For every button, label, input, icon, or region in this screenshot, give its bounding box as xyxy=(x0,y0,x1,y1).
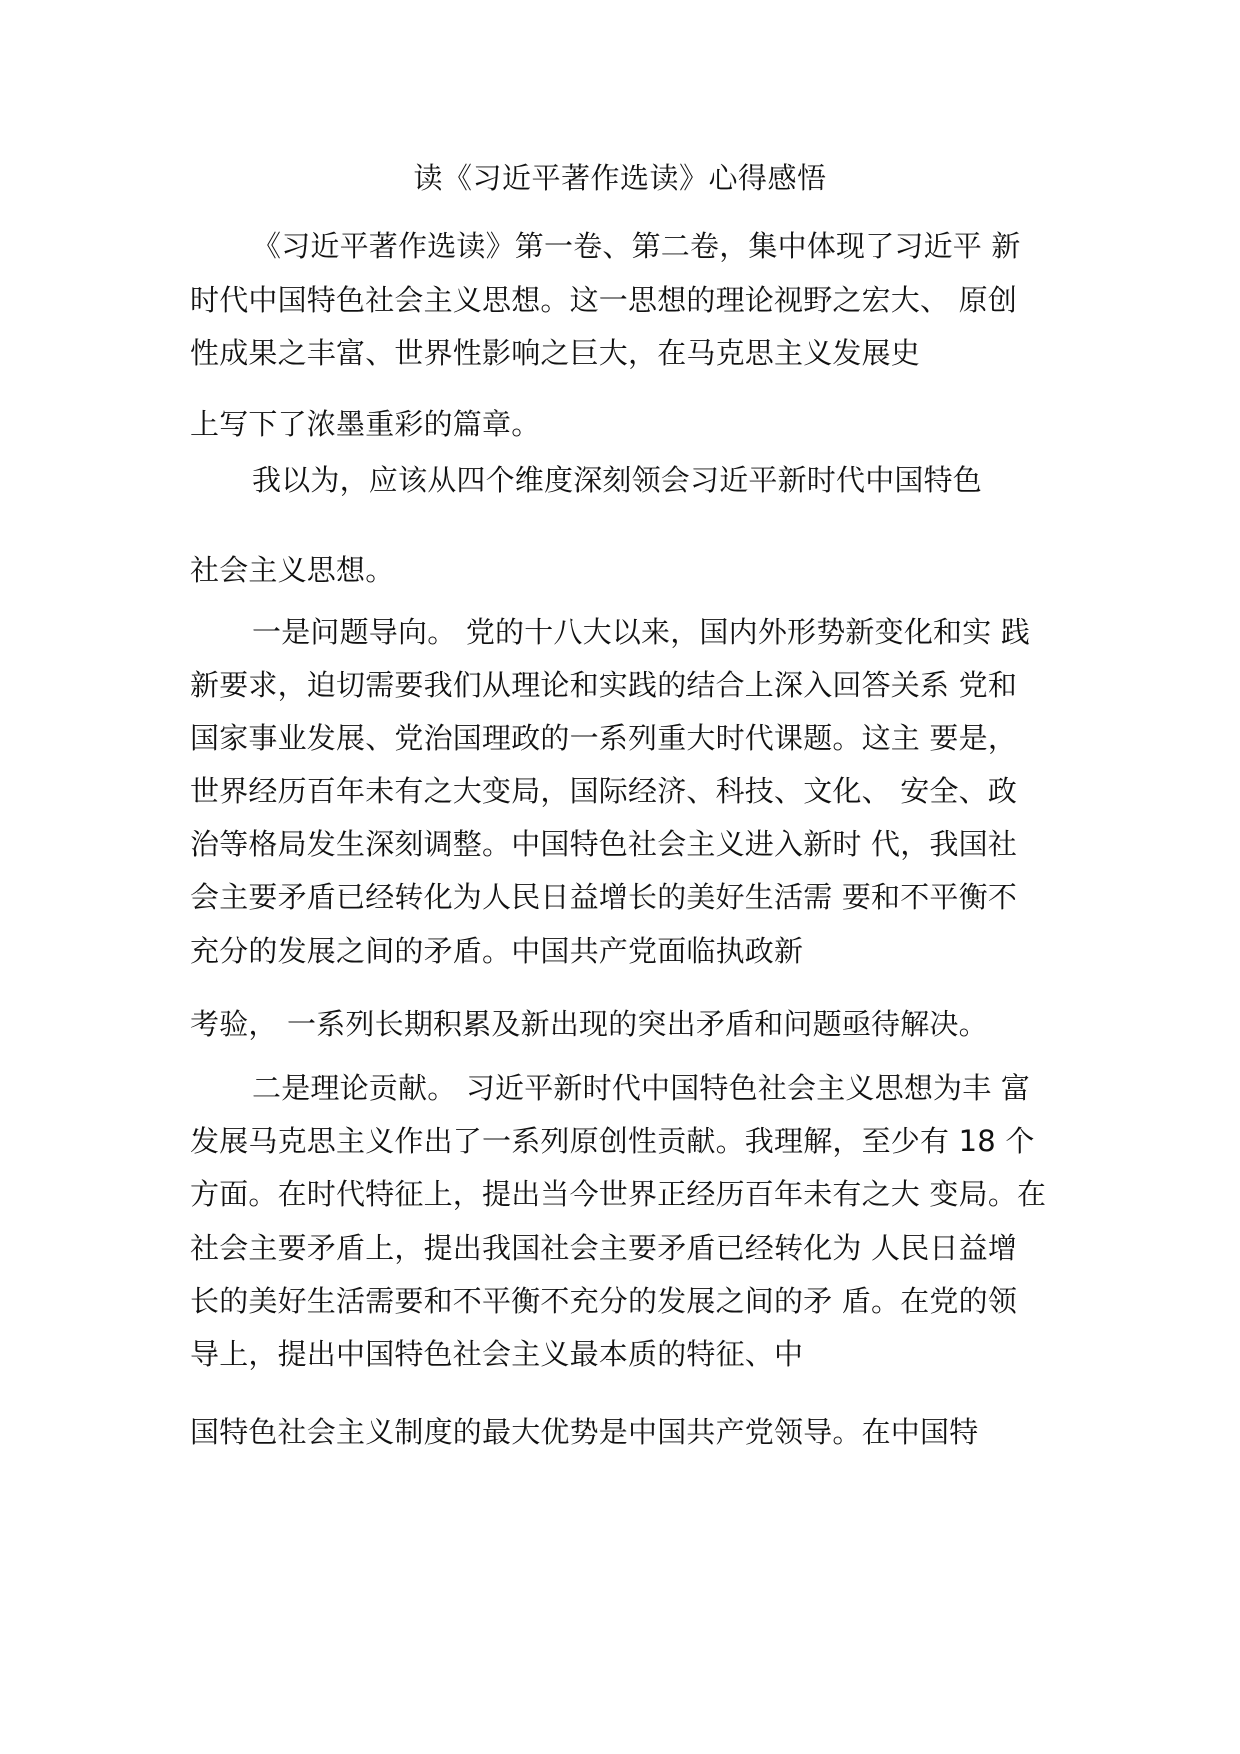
text-line: 性成果之丰富、世界性影响之巨大，在马克思主义发展史 xyxy=(190,336,921,370)
text-line: 时代中国特色社会主义思想。这一思想的理论视野之宏大、 原创 xyxy=(190,283,1018,317)
text-line: 上写下了浓墨重彩的篇章。 xyxy=(190,407,541,441)
text-line: 社会主要矛盾上，提出我国社会主要矛盾已经转化为 人民日益增 xyxy=(190,1231,1018,1265)
text-line: 充分的发展之间的矛盾。中国共产党面临执政新 xyxy=(190,934,804,968)
text-line: 二是理论贡献。 习近平新时代中国特色社会主义思想为丰 富 xyxy=(252,1071,1031,1105)
text-line: 一是问题导向。 党的十八大以来，国内外形势新变化和实 践 xyxy=(252,615,1031,649)
text-line: 世界经历百年未有之大变局，国际经济、科技、文化、 安全、政 xyxy=(190,774,1018,808)
text-line: 治等格局发生深刻调整。中国特色社会主义进入新时 代，我国社 xyxy=(190,827,1018,861)
text-line: 考验， 一系列长期积累及新出现的突出矛盾和问题亟待解决。 xyxy=(190,1007,988,1041)
text-line: 方面。在时代特征上，提出当今世界正经历百年未有之大 变局。在 xyxy=(190,1177,1047,1211)
text-line: 发展马克思主义作出了一系列原创性贡献。我理解，至少有 18 个 xyxy=(190,1124,1035,1158)
text-line: 国家事业发展、党治国理政的一系列重大时代课题。这主 要是， xyxy=(190,721,1018,755)
text-line: 长的美好生活需要和不平衡不充分的发展之间的矛 盾。在党的领 xyxy=(190,1284,1018,1318)
text-line: 导上，提出中国特色社会主义最本质的特征、中 xyxy=(190,1337,804,1371)
text-line: 社会主义思想。 xyxy=(190,553,395,587)
text-line: 新要求，迫切需要我们从理论和实践的结合上深入回答关系 党和 xyxy=(190,668,1018,702)
text-line: 我以为，应该从四个维度深刻领会习近平新时代中国特色 xyxy=(252,463,983,497)
document-title: 读《习近平著作选读》心得感悟 xyxy=(413,161,827,195)
text-line: 会主要矛盾已经转化为人民日益增长的美好生活需 要和不平衡不 xyxy=(190,880,1018,914)
text-line: 国特色社会主义制度的最大优势是中国共产党领导。在中国特 xyxy=(190,1415,979,1449)
text-line: 《习近平著作选读》第一卷、第二卷，集中体现了习近平 新 xyxy=(252,229,1021,263)
